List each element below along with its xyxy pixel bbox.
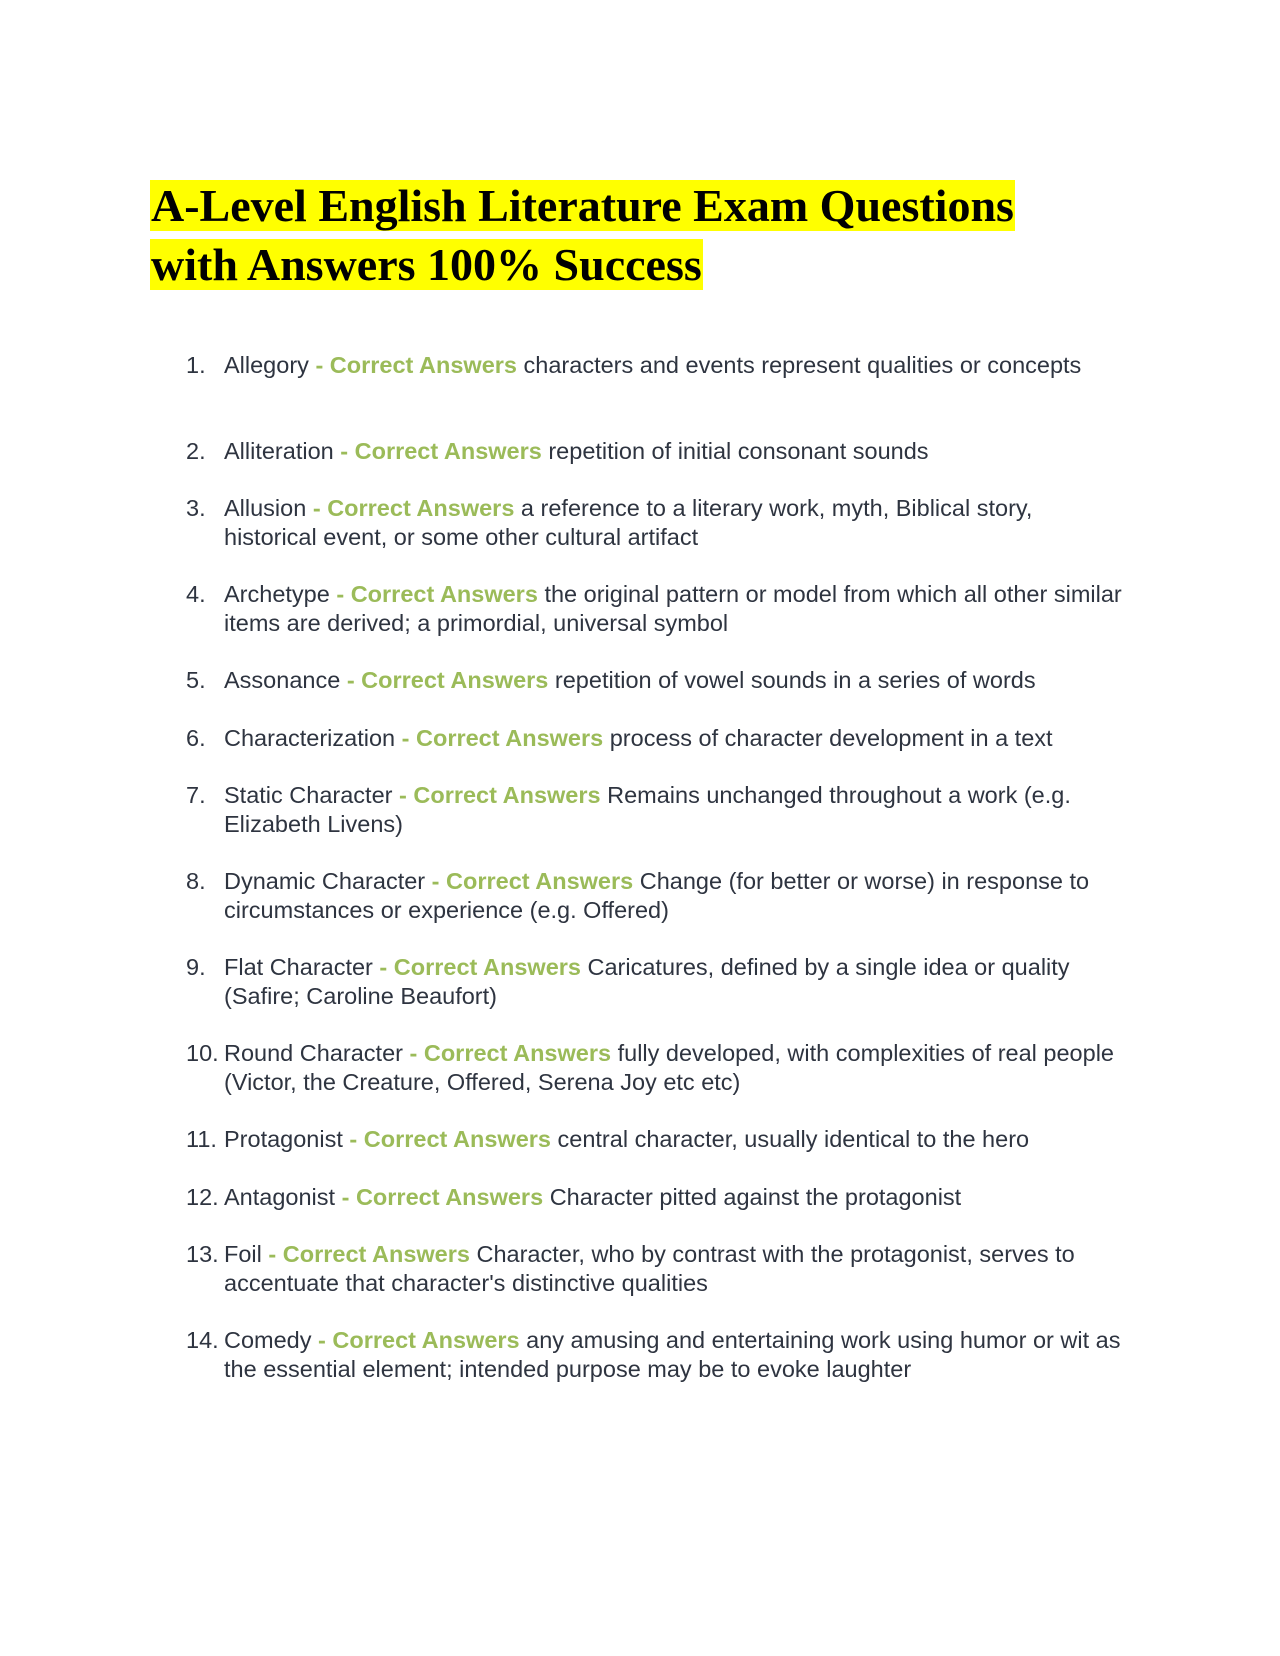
answer-label: Correct Answers [355,1184,544,1210]
item-definition: characters and events represent qualities or concepts [523,352,1082,378]
answer-label: Correct Answers [446,868,634,894]
item-number: 14. [186,1327,219,1353]
item-number: 11. [186,1126,217,1152]
item-number: 4. [186,581,206,607]
answer-label: Correct Answers [423,1040,612,1066]
answer-separator: - [409,1040,418,1066]
item-definition: Character pitted against the protagonist [549,1184,962,1210]
answer-label: Correct Answers [363,1126,551,1152]
answer-separator: - [401,725,410,751]
item-definition: fully developed, with complexities of real people (Victor, the Creature, Offered, Serena Joy etc etc) [224,1040,1114,1095]
item-definition: process of character development in a text [609,725,1053,751]
item-body [224,724,1126,753]
item-term: Characterization [224,725,396,751]
answer-separator: - [268,1241,277,1267]
item-number: 10. [186,1040,219,1066]
item-number: 12. [186,1184,219,1210]
item-body [224,666,1126,695]
answer-label: Correct Answers [393,954,581,980]
item-definition: repetition of initial consonant sounds [548,438,929,464]
answer-label: Correct Answers [361,667,549,693]
answer-separator: - [341,1184,350,1210]
item-body [224,580,1126,638]
item-body [224,1183,1126,1212]
answer-separator: - [379,954,388,980]
answer-separator: - [336,581,345,607]
answer-label: Correct Answers [354,438,542,464]
item-number: 9. [186,954,206,980]
answer-separator: - [399,782,407,808]
item-term: Dynamic Character [224,868,426,894]
answer-separator: - [318,1327,326,1353]
item-term: Allegory [224,352,309,378]
item-term: Static Character [224,782,393,808]
answer-separator: - [346,667,355,693]
item-number: 13. [186,1241,219,1267]
answer-label: Correct Answers [329,352,517,378]
answer-label: Correct Answers [416,725,604,751]
item-body [224,953,1126,1011]
answer-separator: - [340,438,349,464]
item-number: 3. [186,495,206,521]
answer-label: Correct Answers [413,782,601,808]
item-number: 8. [186,868,206,894]
item-term: Allusion [224,495,307,521]
item-definition: central character, usually identical to the hero [557,1126,1030,1152]
title-line-1: A-Level English Literature Exam Questions [151,180,1014,231]
answer-label: Correct Answers [327,495,515,521]
item-body [224,494,1126,552]
item-term: Assonance [224,667,341,693]
item-term: Flat Character [224,954,373,980]
item-body [224,1039,1126,1097]
document-title [150,176,1150,294]
item-term: Archetype [224,581,330,607]
item-number: 2. [186,438,206,464]
item-term: Comedy [224,1327,312,1353]
item-term: Antagonist [224,1184,336,1210]
answer-label: Correct Answers [282,1241,470,1267]
answer-separator: - [431,868,440,894]
answer-label: Correct Answers [332,1327,520,1353]
item-definition: Character, who by contrast with the protagonist, serves to accentuate that character's distinctive qualities [224,1241,1075,1296]
item-term: Round Character [224,1040,403,1066]
item-definition: a reference to a literary work, myth, Biblical story, historical event, or some other cultural artifact [224,495,1033,550]
item-body [224,1326,1126,1384]
item-body [224,437,1126,466]
answer-separator: - [349,1126,358,1152]
item-definition: any amusing and entertaining work using humor or wit as the essential element; intended purpose may be to evoke laughter [224,1327,1121,1382]
answer-label: Correct Answers [350,581,538,607]
item-definition: the original pattern or model from which all other similar items are derived; a primordial, universal symbol [224,581,1122,636]
item-body [224,351,1126,380]
item-number: 7. [186,782,206,808]
item-definition: Change (for better or worse) in response to circumstances or experience (e.g. Offered) [224,868,1090,923]
item-definition: Caricatures, defined by a single idea or quality (Safire; Caroline Beaufort) [224,954,1070,1009]
item-term: Alliteration [224,438,334,464]
answer-separator: - [315,352,324,378]
item-body [224,867,1126,925]
item-number: 1. [186,352,206,378]
item-number: 5. [186,667,206,693]
item-term: Foil [224,1241,262,1267]
item-number: 6. [186,725,206,751]
item-body [224,1125,1126,1154]
answer-separator: - [312,495,321,521]
item-body [224,1240,1126,1298]
item-definition: repetition of vowel sounds in a series of words [554,667,1036,693]
title-line-2: with Answers 100% Success [151,239,702,290]
item-term: Protagonist [224,1126,343,1152]
item-definition: Remains unchanged throughout a work (e.g. Elizabeth Livens) [224,782,1071,837]
item-body [224,781,1126,839]
